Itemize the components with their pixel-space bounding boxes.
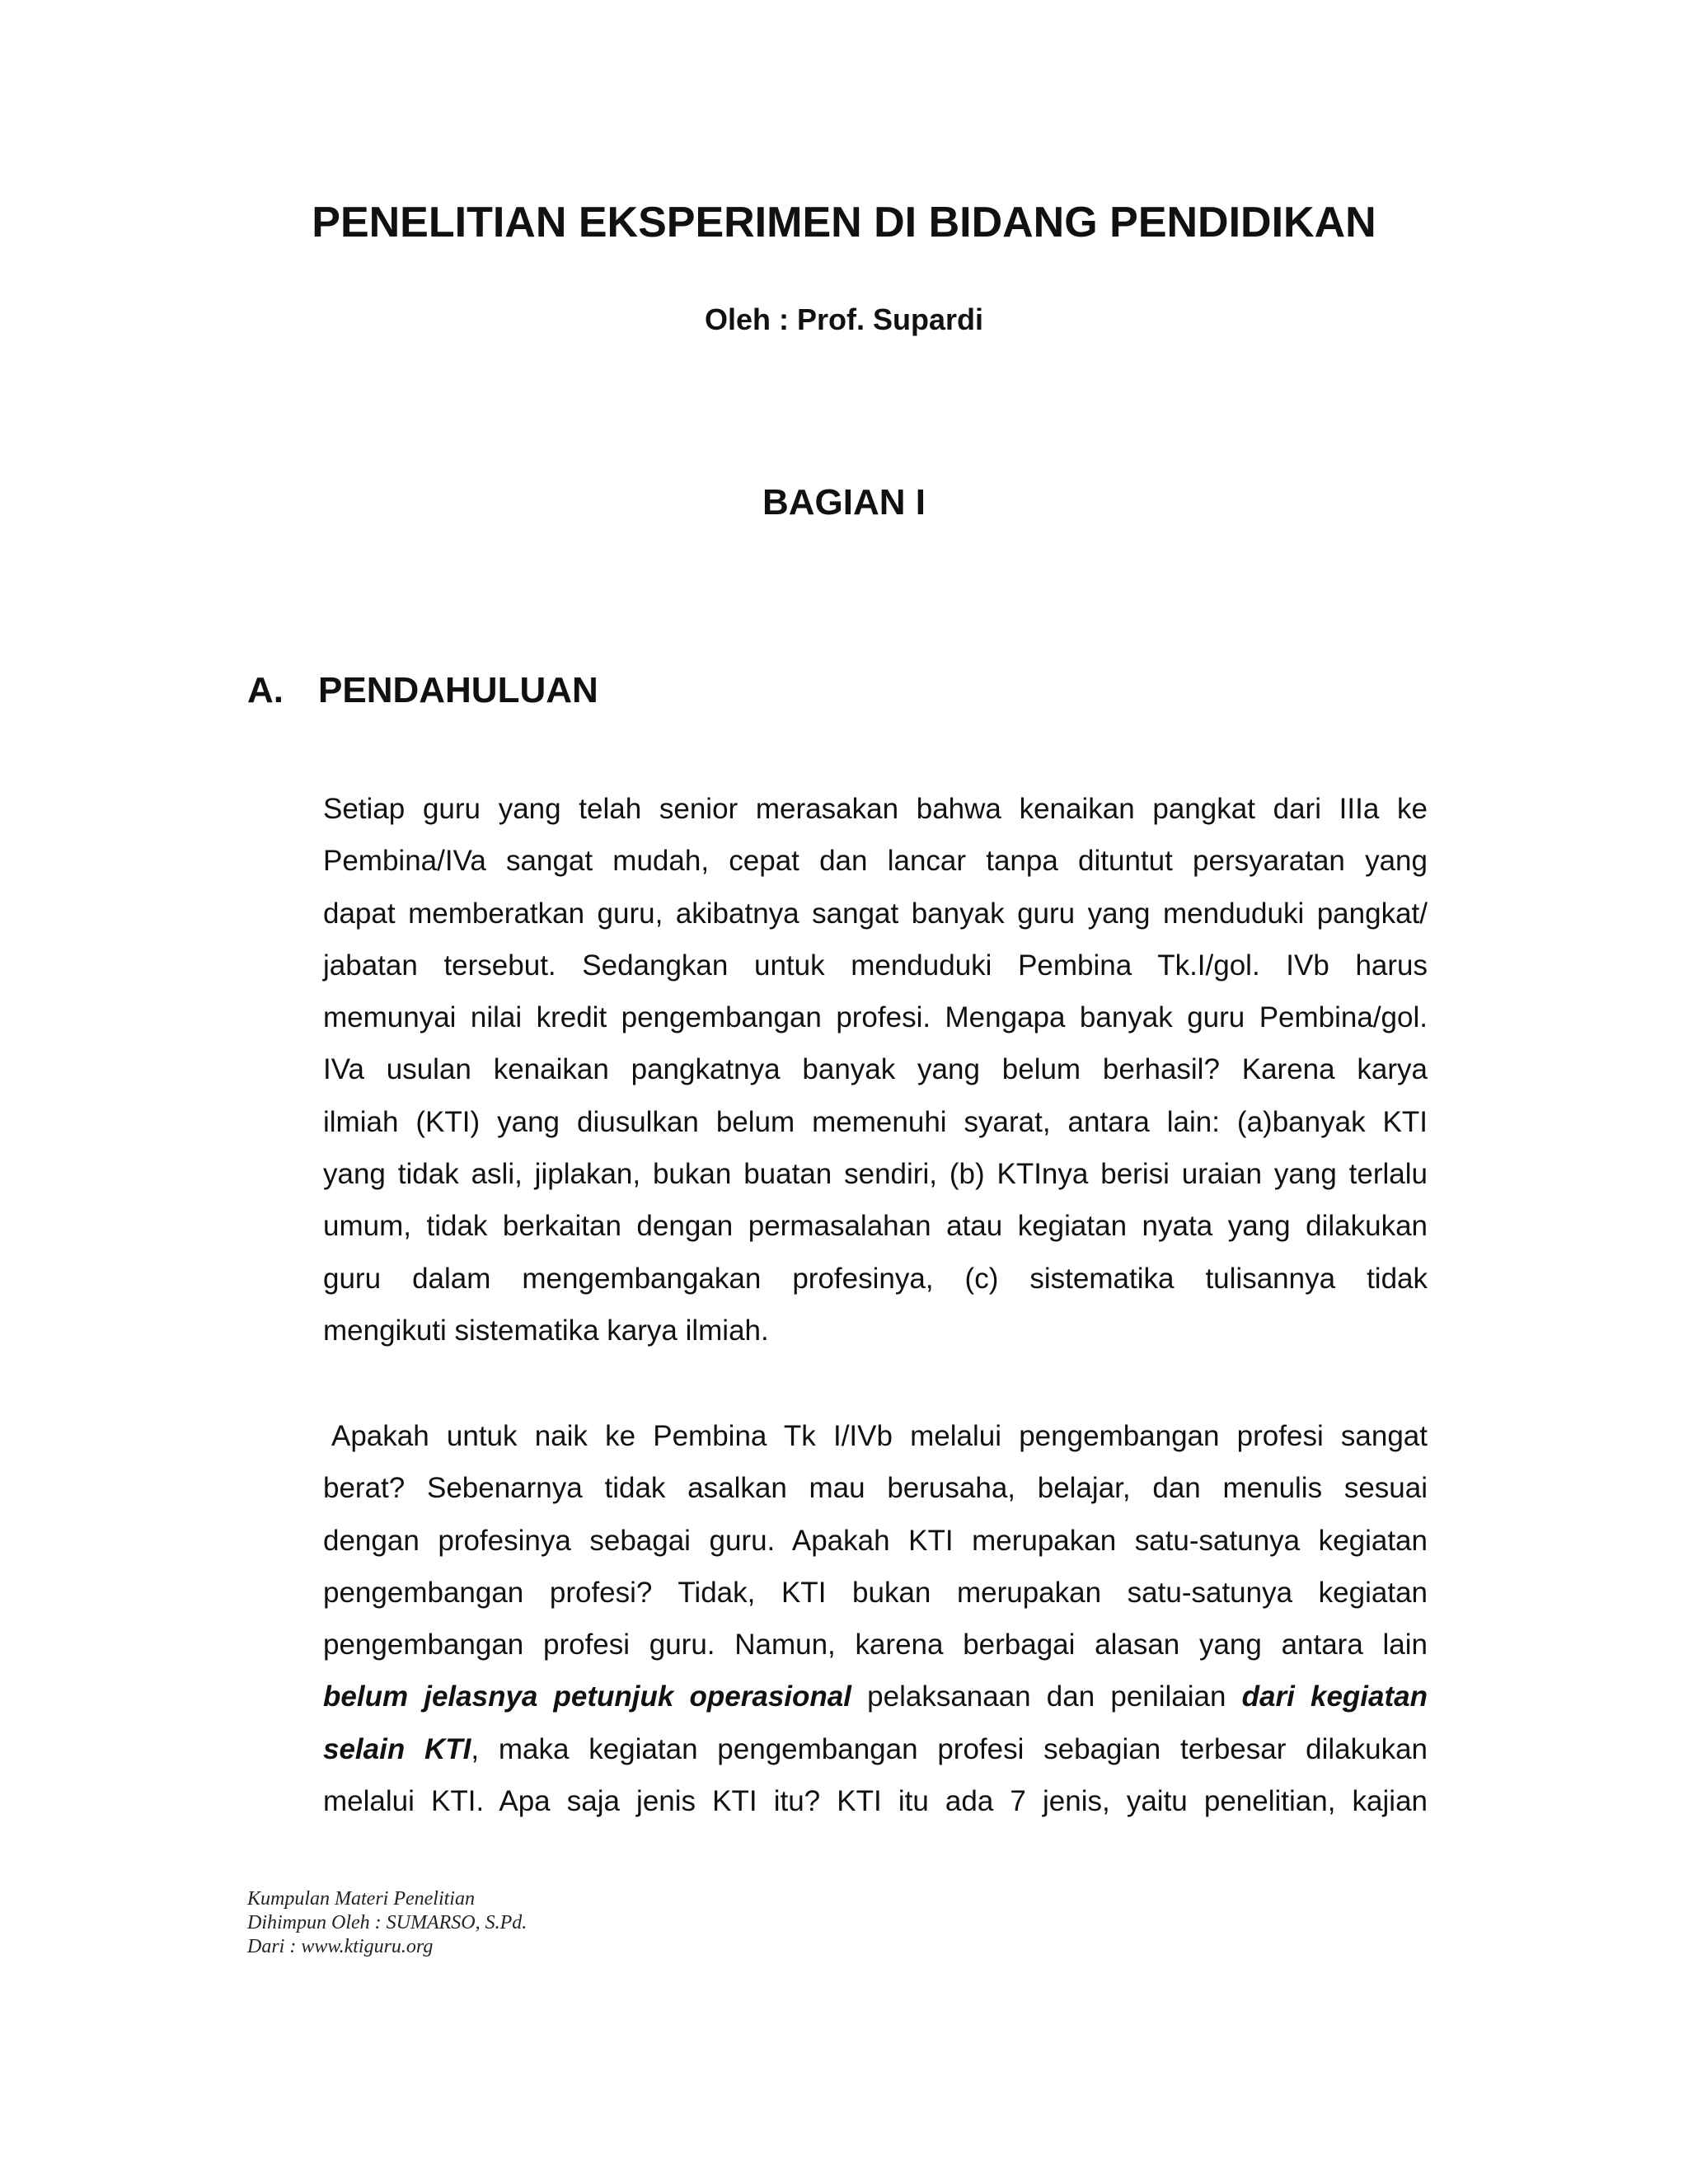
paragraph-line: berat? Sebenarnya tidak asalkan mau berusaha, belajar, dan menulis sesuai [323,1472,1428,1505]
section-number: A. [247,670,284,710]
paragraph-line: IVa usulan kenaikan pangkatnya banyak yang belum berhasil? Karena karya [323,1053,1428,1086]
paragraph-line: ilmiah (KTI) yang diusulkan belum memenuhi syarat, antara lain: (a)banyak KTI [323,1105,1428,1138]
footer-line: Dihimpun Oleh : SUMARSO, S.Pd. [247,1912,528,1933]
paragraph-line: dengan profesinya sebagai guru. Apakah KTI merupakan satu-satunya kegiatan [323,1524,1428,1557]
plain-text: , maka kegiatan pengembangan profesi sebagian terbesar dilakukan [471,1732,1428,1765]
paragraph-line: pengembangan profesi? Tidak, KTI bukan merupakan satu-satunya kegiatan [323,1576,1428,1609]
paragraph-line-emphasis [323,1723,1428,1775]
paragraph-line: Pembina/IVa sangat mudah, cepat dan lancar tanpa dituntut persyaratan yang [323,845,1428,878]
paragraph-line: Setiap guru yang telah senior merasakan bahwa kenaikan pangkat dari IIIa ke [323,793,1428,825]
plain-text: pelaksanaan dan penilaian [851,1680,1242,1713]
emphasis-text: dari kegiatan [1241,1680,1428,1713]
paragraph-line: umum, tidak berkaitan dengan permasalahan atau kegiatan nyata yang dilakukan [323,1210,1428,1243]
paragraph-line-emphasis [323,1671,1428,1722]
page-footer [247,1887,527,1959]
paragraph-line: jabatan tersebut. Sedangkan untuk menduduki Pembina Tk.I/gol. IVb harus [323,949,1428,982]
paragraph-kti [323,1410,1428,1827]
author-line: Oleh : Prof. Supardi [704,302,984,336]
document-title: PENELITIAN EKSPERIMEN DI BIDANG PENDIDIKAN [312,199,1376,246]
section-heading [247,668,598,714]
paragraph-line: yang tidak asli, jiplakan, bukan buatan sendiri, (b) KTInya berisi uraian yang terlalu [323,1158,1428,1191]
paragraph-line: Apakah untuk naik ke Pembina Tk I/IVb melalui pengembangan profesi sangat [331,1420,1428,1452]
footer-line: Kumpulan Materi Penelitian [247,1888,475,1910]
emphasis-text: belum jelasnya petunjuk operasional [323,1680,851,1713]
paragraph-line: dapat memberatkan guru, akibatnya sangat banyak guru yang menduduki pangkat/ [323,897,1428,930]
paragraph-line: pengembangan profesi guru. Namun, karena berbagai alasan yang antara lain [323,1629,1428,1661]
part-heading: BAGIAN I [762,482,926,523]
emphasis-text: selain KTI [323,1732,471,1765]
paragraph-line: melalui KTI. Apa saja jenis KTI itu? KTI itu ada 7 jenis, yaitu penelitian, kajian [323,1785,1428,1818]
section-title: PENDAHULUAN [318,670,598,710]
paragraph-line: guru dalam mengembangakan profesinya, (c) sistematika tulisannya tidak [323,1262,1428,1295]
paragraph-line: mengikuti sistematika karya ilmiah. [323,1314,769,1347]
footer-line: Dari : www.ktiguru.org [247,1936,434,1957]
paragraph-intro [323,783,1428,1357]
paragraph-line: memunyai nilai kredit pengembangan profesi. Mengapa banyak guru Pembina/gol. [323,1001,1428,1034]
